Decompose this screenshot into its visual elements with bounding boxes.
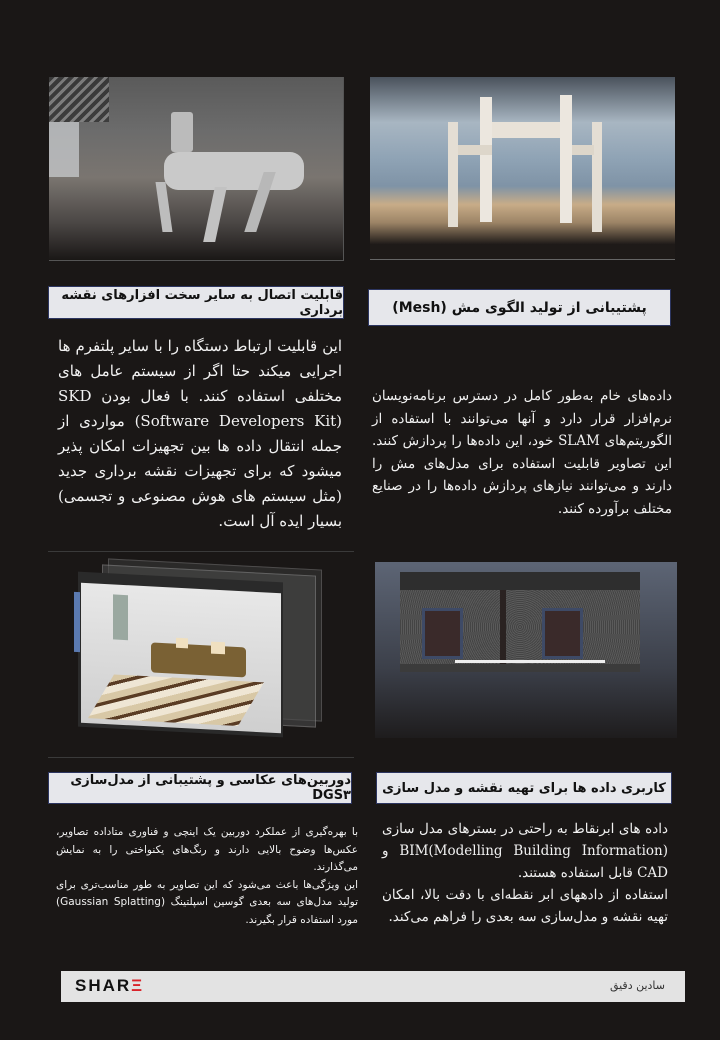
brand-name: سادین دقیق	[609, 979, 665, 992]
cameras-heading	[48, 772, 352, 804]
mapping-description: داده های ابرنقاط به راحتی در بسترهای مدل سازی BIM(Modelling Building Information) و CAD قابل استفاده هستند. استفاده از دادههای ابر نقطه‌ای با دقت بالا، امکان تهیه نقشه و مدل‌سازی سه بعدی را فراهم می‌کند.	[382, 821, 668, 925]
cad-facade-image	[375, 562, 677, 738]
mapping-heading-text: کاربری داده ها برای تهیه نقشه و مدل سازی	[382, 780, 666, 796]
stone-gate-mesh-image	[370, 77, 675, 260]
connectivity-heading	[48, 286, 344, 319]
mesh-heading	[368, 289, 671, 326]
share-logo[interactable]: SHARΞ	[75, 976, 145, 995]
connectivity-heading-text: قابلیت اتصال به سایر سخت افزارهای نقشه برداری	[61, 287, 343, 318]
cameras-description: با بهره‌گیری از عملکرد دوربین یک اینچی و فناوری متاداده تصاویر، عکس‌ها وضوح بالایی دارند و رنگ‌های یکنواختی را به نمایش می‌گذارند. این ویژگی‌ها باعث می‌شود که این تصاویر به طور مناسب‌تری برای تولید مدل‌های سه بعدی گوسین اسپلتینگ (Gaussian Splatting) مورد استفاده قرار بگیرند.	[56, 826, 358, 926]
gaussian-splatting-room-image	[48, 551, 354, 758]
connectivity-description: این قابلیت ارتباط دستگاه را با سایر پلتفرم ها اجرایی میکند حتا اگر از سیستم عامل های مختلفی استفاده کنند. با فعال بودن SKD (Software Developers Kit) مواردی از جمله انتقال داده ها بین تجهیزات امکان پذیر میشود که برای تجهیزات نقشه برداری جدید (مثل سیستم های هوش مصنوعی و تجسمی) بسیار ایده آل است.	[58, 337, 343, 530]
footer-bar	[61, 971, 685, 1002]
mesh-heading-text: پشتیبانی از تولید الگوی مش (Mesh)	[392, 299, 647, 316]
mesh-description: داده‌های خام به‌طور کامل در دسترس برنامه‌نویسان نرم‌افزار قرار دارد و آنها می‌توانند با استفاده از الگوریتم‌های SLAM خود، این داده‌ها را پردازش کنند. این تصاویر قابلیت استفاده برای مدل‌های مش را دارند و می‌توانند نیازهای پردازش داده‌ها را در صنایع مختلف برآورده کنند.	[372, 388, 673, 517]
mapping-heading	[376, 772, 672, 804]
cameras-heading-text: دوربین‌های عکاسی و پشتیبانی از مدل‌سازی DGS۳	[70, 773, 351, 803]
robot-dog-image	[49, 77, 344, 261]
